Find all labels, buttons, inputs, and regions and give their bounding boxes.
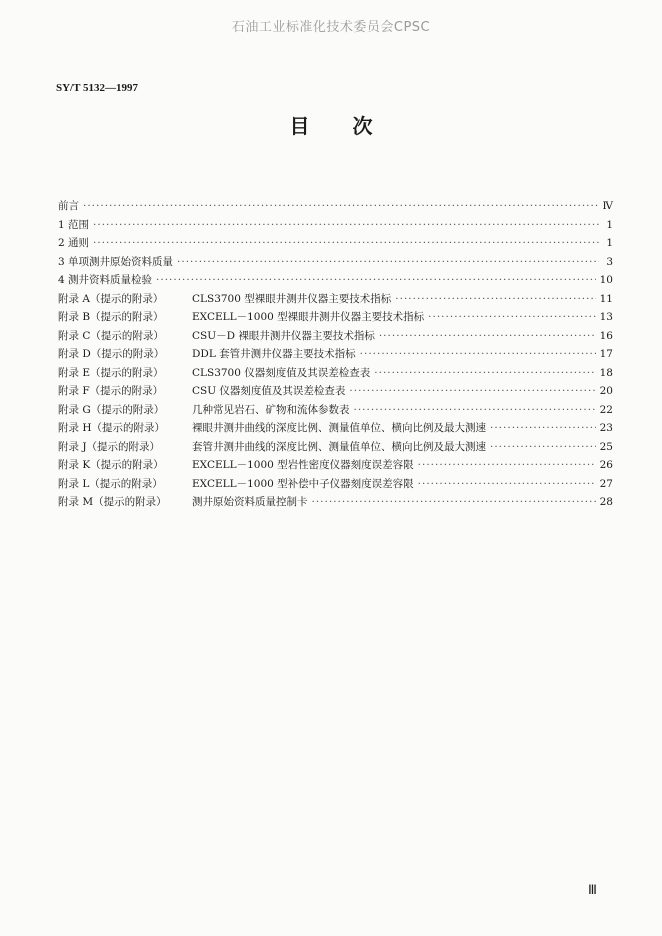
toc-entry-page: 18 — [599, 366, 613, 379]
watermark: 石油工业标准化技术委员会CPSC — [231, 20, 431, 35]
toc-entry-prefix: 附录 F（提示的附录） — [58, 385, 164, 397]
toc-entry[interactable] — [58, 382, 613, 401]
toc-entry-page: 25 — [599, 440, 613, 453]
toc-entry-label: EXCELL－1000 型裸眼井测井仪器主要技术指标 — [192, 311, 425, 323]
dot-leader — [312, 493, 596, 512]
toc-entry-prefix: 附录 J（提示的附录） — [58, 440, 161, 453]
toc-entry-page: 23 — [599, 422, 613, 434]
dot-leader — [374, 364, 595, 383]
toc-entry-page: 16 — [599, 329, 613, 342]
toc-entry-page: 10 — [599, 274, 613, 286]
toc-entry[interactable] — [58, 234, 613, 253]
toc-entry-page: 1 — [606, 237, 613, 249]
toc-entry-prefix: 附录 M（提示的附录） — [58, 496, 167, 508]
toc-entry[interactable] — [58, 290, 613, 309]
dot-leader — [349, 382, 595, 401]
toc-entry-prefix: 附录 A（提示的附录） — [58, 292, 164, 305]
toc-entry[interactable] — [58, 271, 613, 290]
toc-entry[interactable] — [58, 308, 613, 327]
toc-entry-label: 前言 — [58, 200, 79, 212]
toc-entry[interactable] — [58, 475, 613, 494]
dot-leader — [177, 253, 599, 272]
standard-code: SY/T 5132—1997 — [56, 82, 139, 94]
dot-leader — [156, 271, 596, 290]
dot-leader — [490, 419, 596, 438]
toc-entry-prefix: 附录 H（提示的附录） — [58, 422, 165, 434]
toc-entry-prefix: 附录 K（提示的附录） — [58, 459, 164, 471]
toc-entry[interactable] — [58, 216, 613, 235]
toc-entry-prefix: 附录 E（提示的附录） — [58, 366, 164, 379]
toc-entry-prefix: 附录 B（提示的附录） — [58, 311, 164, 323]
toc-entry-label: EXCELL－1000 型岩性密度仪器刻度误差容限 — [192, 459, 414, 471]
dot-leader — [360, 345, 596, 364]
toc-entry[interactable] — [58, 345, 613, 364]
toc-entry-prefix: 附录 D（提示的附录） — [58, 348, 165, 360]
dot-leader — [418, 456, 596, 475]
toc-entry-label: 测井原始资料质量控制卡 — [192, 496, 308, 508]
toc-entry-label: CLS3700 型裸眼井测井仪器主要技术指标 — [192, 292, 392, 305]
toc-entry-page: 1 — [606, 218, 613, 231]
toc-entry-label: 1 范围 — [58, 218, 90, 231]
toc-entry-page: 28 — [599, 496, 613, 508]
dot-leader — [354, 401, 596, 420]
dot-leader — [379, 327, 596, 346]
toc-entry-label: 4 测井资料质量检验 — [58, 274, 153, 286]
toc-entry-page: Ⅳ — [602, 200, 613, 212]
toc-entry-page: 3 — [606, 255, 613, 268]
toc-entry-label: EXCELL－1000 型补偿中子仪器刻度误差容限 — [192, 477, 414, 490]
toc-entry[interactable] — [58, 253, 613, 272]
table-of-contents — [58, 197, 613, 512]
toc-entry-page: 17 — [599, 348, 613, 360]
toc-entry[interactable] — [58, 456, 613, 475]
toc-entry[interactable] — [58, 493, 613, 512]
toc-entry-label: 套管井测井曲线的深度比例、测量值单位、横向比例及最大测速 — [192, 440, 486, 453]
toc-entry[interactable] — [58, 197, 613, 216]
toc-entry-page: 27 — [599, 477, 613, 490]
toc-entry-prefix: 附录 L（提示的附录） — [58, 477, 163, 490]
dot-leader — [93, 216, 599, 235]
toc-entry[interactable] — [58, 438, 613, 457]
page-number: Ⅲ — [588, 882, 597, 897]
toc-entry-label: DDL 套管井测井仪器主要技术指标 — [192, 348, 356, 360]
dot-leader — [490, 438, 596, 457]
toc-entry[interactable] — [58, 419, 613, 438]
toc-entry-page: 20 — [599, 385, 613, 397]
toc-entry-prefix: 附录 C（提示的附录） — [58, 329, 164, 342]
toc-entry-label: 几种常见岩石、矿物和流体参数表 — [192, 403, 350, 416]
toc-entry-label: 2 通则 — [58, 237, 90, 249]
toc-entry-prefix: 附录 G（提示的附录） — [58, 403, 165, 416]
toc-entry-label: CSU－D 裸眼井测井仪器主要技术指标 — [192, 329, 375, 342]
toc-entry-label: 3 单项测井原始资料质量 — [58, 255, 174, 268]
page-title: 目 次 — [289, 114, 373, 138]
toc-entry-label: 裸眼井测井曲线的深度比例、测量值单位、横向比例及最大测速 — [192, 422, 486, 434]
toc-entry[interactable] — [58, 327, 613, 346]
toc-entry-page: 26 — [599, 459, 613, 471]
toc-entry[interactable] — [58, 364, 613, 383]
toc-entry-page: 22 — [599, 403, 613, 416]
dot-leader — [83, 197, 599, 216]
dot-leader — [395, 290, 595, 309]
toc-entry-label: CLS3700 仪器刻度值及其误差检查表 — [192, 366, 371, 379]
toc-entry-label: CSU 仪器刻度值及其误差检查表 — [192, 385, 346, 397]
dot-leader — [418, 475, 596, 494]
toc-entry-page: 11 — [599, 292, 613, 305]
toc-entry-page: 13 — [599, 311, 613, 323]
dot-leader — [428, 308, 595, 327]
dot-leader — [93, 234, 599, 253]
toc-entry[interactable] — [58, 401, 613, 420]
